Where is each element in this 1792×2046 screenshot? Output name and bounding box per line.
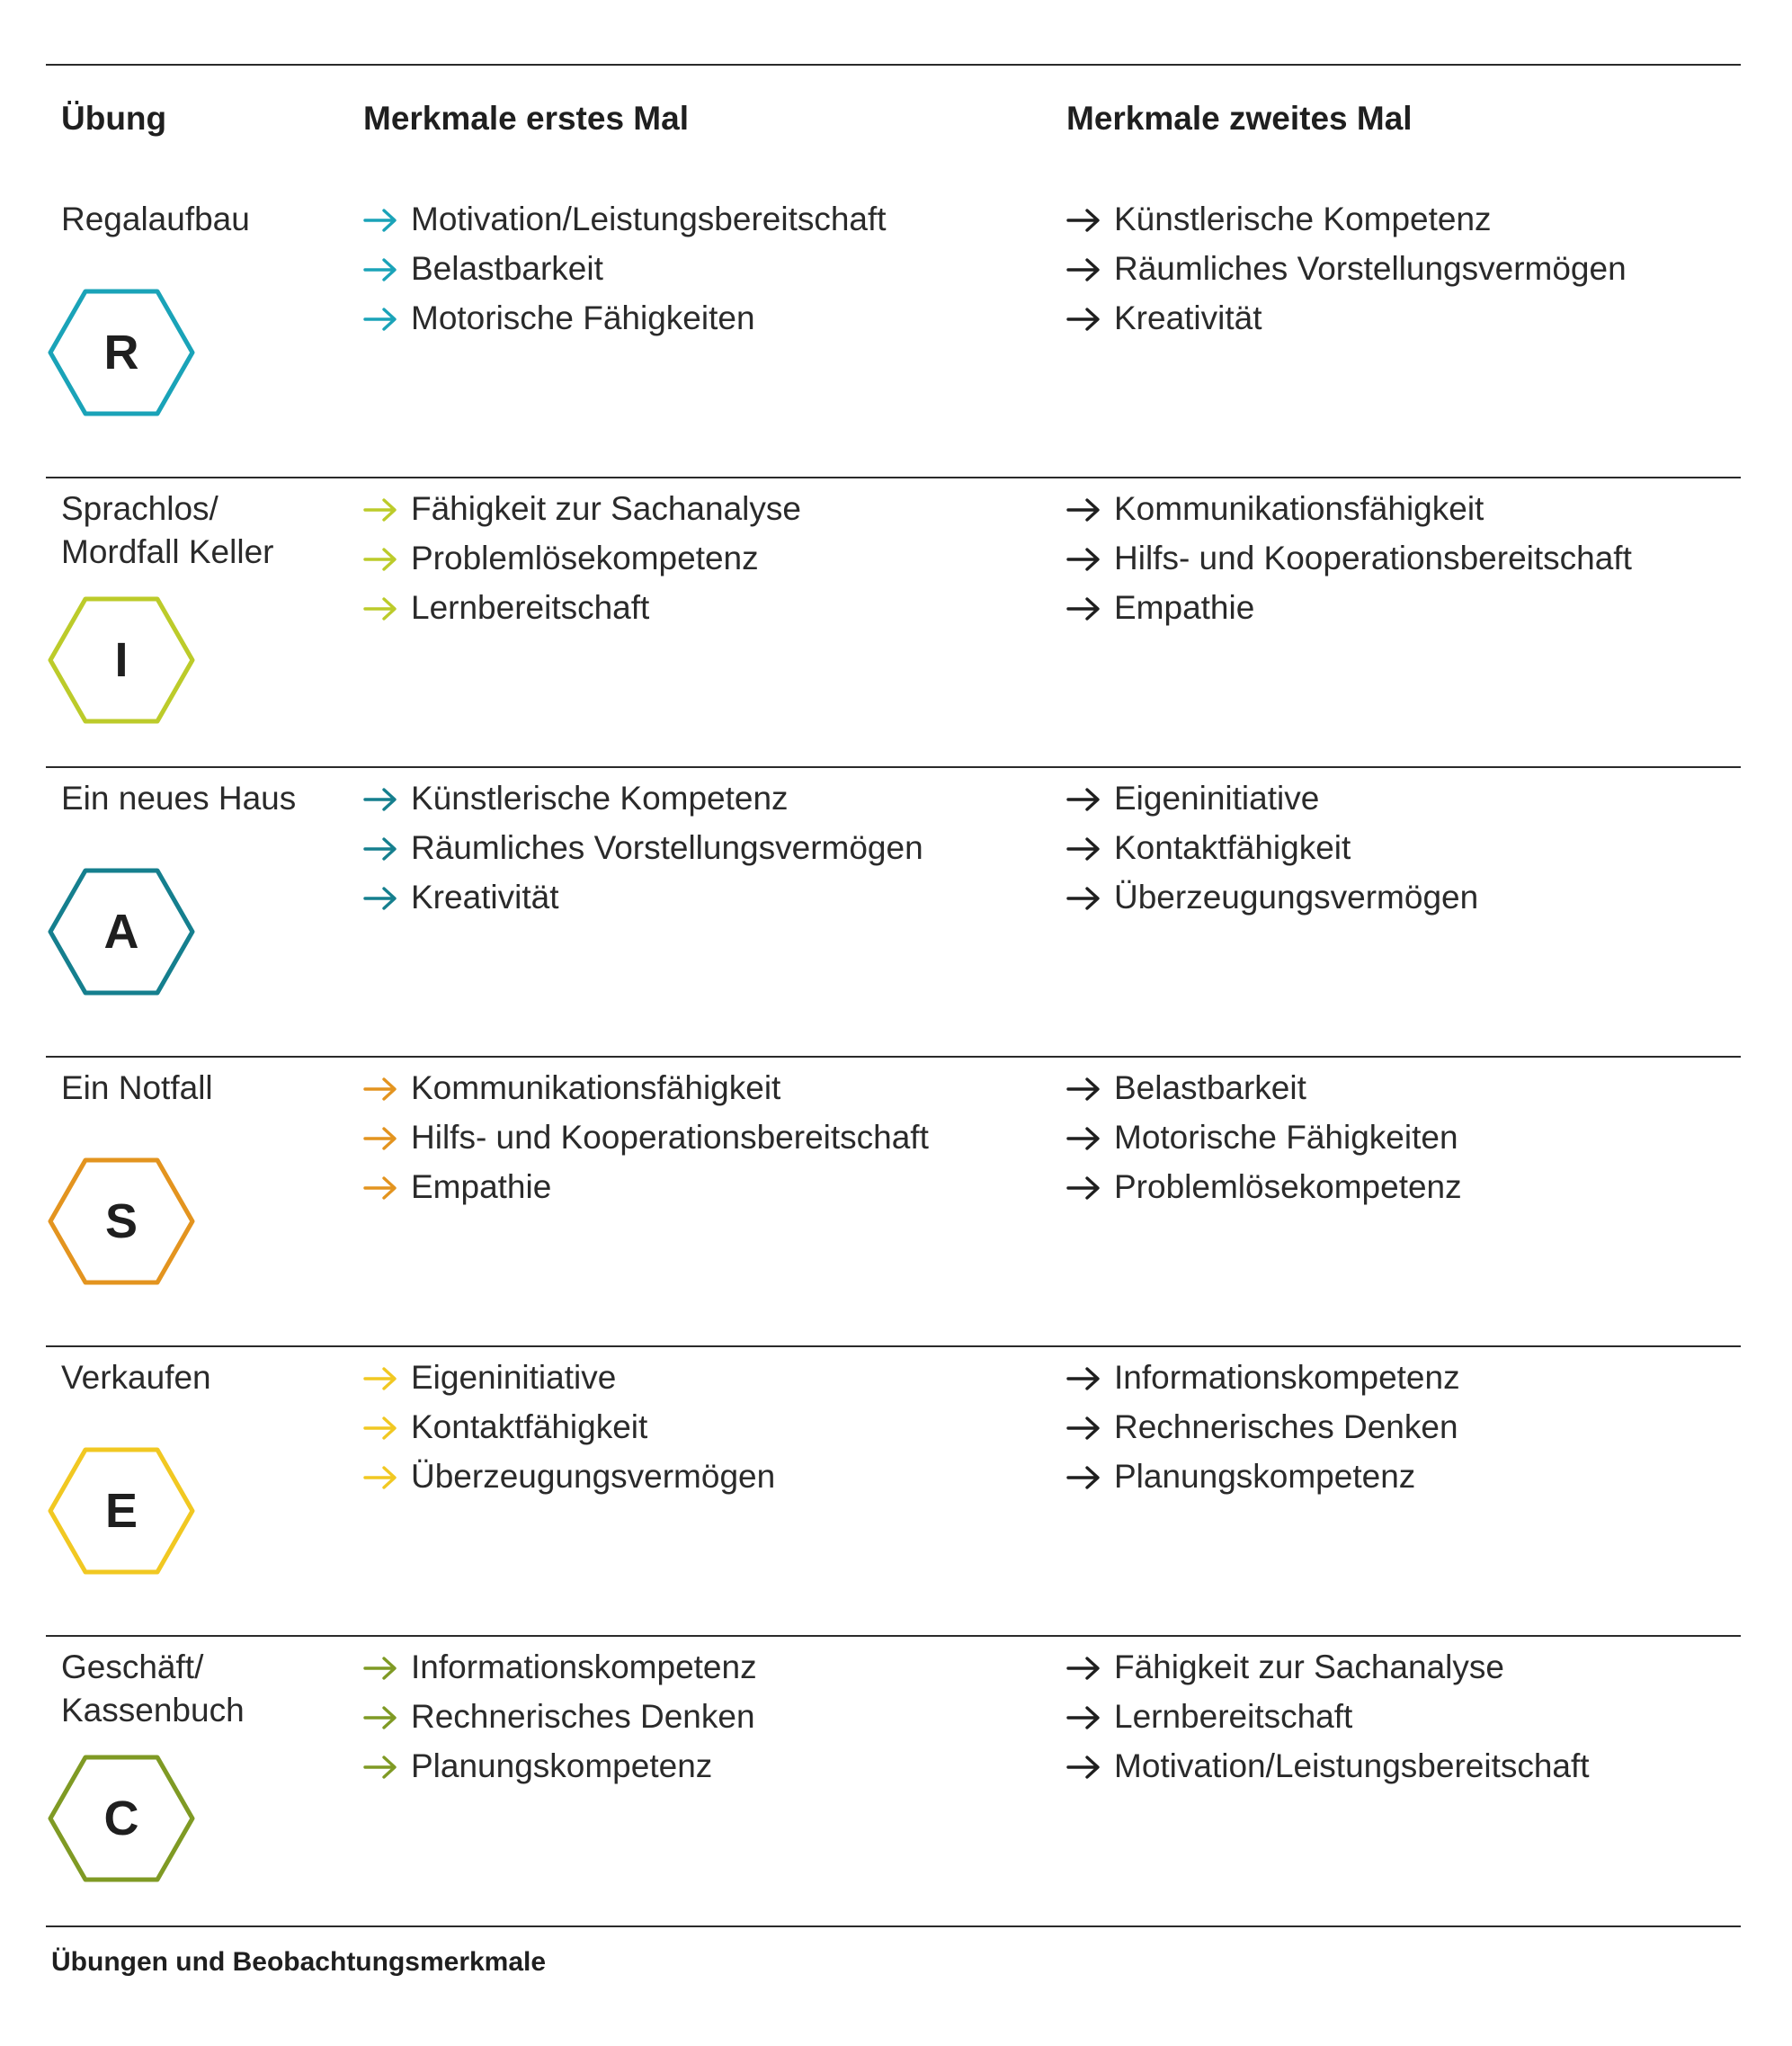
- arrow-right-icon: [1066, 548, 1101, 571]
- arrow-right-icon: [363, 837, 397, 861]
- trait-label: Räumliches Vorstellungsvermögen: [1114, 250, 1627, 287]
- arrow-right-icon: [1066, 597, 1101, 621]
- exercise-badge: [47, 867, 196, 996]
- trait-item: [363, 1455, 775, 1505]
- second-time-traits: [1066, 198, 1627, 346]
- trait-item: [1066, 1356, 1460, 1406]
- trait-label: Überzeugungsvermögen: [411, 1458, 776, 1495]
- arrow-right-icon: [363, 1077, 397, 1101]
- exercise-name: [61, 1067, 349, 1110]
- exercise-name-line: Verkaufen: [61, 1359, 211, 1396]
- arrow-right-icon: [363, 788, 397, 811]
- table-row: [0, 1637, 1792, 1925]
- trait-label: Kontaktfähigkeit: [1114, 829, 1351, 866]
- trait-label: Künstlerische Kompetenz: [1114, 201, 1492, 237]
- arrow-right-icon: [1066, 788, 1101, 811]
- table-caption: Übungen und Beobachtungsmerkmale: [51, 1947, 547, 1977]
- exercise-name: [61, 198, 349, 241]
- trait-item: [1066, 1745, 1590, 1794]
- trait-item: [1066, 876, 1478, 925]
- trait-item: [363, 1745, 757, 1794]
- trait-label: Empathie: [1114, 589, 1255, 626]
- first-time-traits: [363, 1646, 757, 1794]
- second-time-traits: [1066, 1356, 1460, 1505]
- trait-label: Künstlerische Kompetenz: [411, 780, 789, 817]
- trait-label: Kommunikationsfähigkeit: [1114, 490, 1484, 527]
- arrow-right-icon: [1066, 1127, 1101, 1150]
- exercise-badge: [47, 595, 196, 725]
- trait-item: [1066, 1695, 1590, 1745]
- trait-label: Kreativität: [411, 879, 559, 916]
- trait-item: [1066, 777, 1478, 826]
- trait-label: Motorische Fähigkeiten: [1114, 1119, 1458, 1156]
- table-row: [0, 1058, 1792, 1345]
- arrow-right-icon: [1066, 1466, 1101, 1489]
- trait-item: [1066, 1116, 1462, 1166]
- trait-item: [363, 1067, 929, 1116]
- trait-item: [1066, 1166, 1462, 1215]
- trait-label: Lernbereitschaft: [1114, 1698, 1353, 1735]
- exercise-badge: [47, 288, 196, 417]
- trait-item: [1066, 297, 1627, 346]
- trait-item: [1066, 198, 1627, 247]
- trait-label: Kreativität: [1114, 299, 1262, 336]
- header-first-time: Merkmale erstes Mal: [363, 100, 689, 137]
- trait-item: [1066, 537, 1632, 586]
- trait-item: [1066, 487, 1632, 537]
- arrow-right-icon: [363, 1367, 397, 1390]
- arrow-right-icon: [363, 1706, 397, 1729]
- trait-label: Informationskompetenz: [1114, 1359, 1460, 1396]
- first-time-traits: [363, 1067, 929, 1215]
- exercise-name: [61, 1646, 349, 1732]
- arrow-right-icon: [363, 1466, 397, 1489]
- exercise-name-line: Ein Notfall: [61, 1069, 213, 1106]
- trait-item: [363, 1356, 775, 1406]
- exercise-badge: [47, 1754, 196, 1883]
- trait-label: Planungskompetenz: [1114, 1458, 1416, 1495]
- trait-label: Rechnerisches Denken: [1114, 1408, 1458, 1445]
- first-time-traits: [363, 777, 923, 925]
- exercise-name-line: Regalaufbau: [61, 201, 250, 237]
- trait-item: [363, 297, 887, 346]
- trait-label: Räumliches Vorstellungsvermögen: [411, 829, 923, 866]
- trait-item: [363, 1646, 757, 1695]
- trait-item: [1066, 1406, 1460, 1455]
- trait-label: Problemlösekompetenz: [1114, 1168, 1462, 1205]
- exercise-letter: E: [104, 1484, 138, 1538]
- trait-label: Eigeninitiative: [1114, 780, 1320, 817]
- trait-item: [1066, 826, 1478, 876]
- trait-item: [1066, 586, 1632, 636]
- arrow-right-icon: [1066, 1756, 1101, 1779]
- exercise-name-line: Mordfall Keller: [61, 533, 274, 570]
- arrow-right-icon: [1066, 209, 1101, 232]
- trait-label: Belastbarkeit: [1114, 1069, 1306, 1106]
- arrow-right-icon: [1066, 1706, 1101, 1729]
- first-time-traits: [363, 198, 887, 346]
- trait-label: Rechnerisches Denken: [411, 1698, 755, 1735]
- arrow-right-icon: [1066, 498, 1101, 522]
- trait-item: [363, 826, 923, 876]
- arrow-right-icon: [1066, 1077, 1101, 1101]
- arrow-right-icon: [1066, 1176, 1101, 1200]
- second-time-traits: [1066, 1646, 1590, 1794]
- exercise-letter: A: [103, 905, 139, 959]
- arrow-right-icon: [363, 209, 397, 232]
- arrow-right-icon: [363, 258, 397, 281]
- trait-label: Kontaktfähigkeit: [411, 1408, 648, 1445]
- second-time-traits: [1066, 777, 1478, 925]
- arrow-right-icon: [363, 887, 397, 910]
- table-row: [0, 478, 1792, 766]
- trait-label: Kommunikationsfähigkeit: [411, 1069, 781, 1106]
- trait-label: Hilfs- und Kooperationsbereitschaft: [411, 1119, 929, 1156]
- trait-item: [363, 1695, 757, 1745]
- exercise-name: [61, 1356, 349, 1399]
- exercise-letter: C: [103, 1791, 139, 1845]
- exercise-name: [61, 777, 349, 820]
- trait-item: [363, 537, 801, 586]
- trait-item: [363, 1406, 775, 1455]
- arrow-right-icon: [1066, 1657, 1101, 1680]
- exercise-letter: I: [114, 633, 129, 687]
- second-time-traits: [1066, 487, 1632, 636]
- exercise-name-line: Sprachlos/: [61, 490, 218, 527]
- trait-item: [363, 487, 801, 537]
- trait-label: Motivation/Leistungsbereitschaft: [411, 201, 887, 237]
- arrow-right-icon: [363, 1416, 397, 1440]
- arrow-right-icon: [363, 308, 397, 331]
- exercise-name-line: Geschäft/: [61, 1648, 204, 1685]
- exercise-name-line: Ein neues Haus: [61, 780, 297, 817]
- arrow-right-icon: [1066, 887, 1101, 910]
- arrow-right-icon: [1066, 1416, 1101, 1440]
- trait-item: [363, 1166, 929, 1215]
- arrow-right-icon: [363, 1127, 397, 1150]
- table-row: [0, 768, 1792, 1056]
- table-row: [0, 1347, 1792, 1635]
- trait-label: Problemlösekompetenz: [411, 540, 759, 576]
- first-time-traits: [363, 1356, 775, 1505]
- trait-item: [363, 1116, 929, 1166]
- arrow-right-icon: [363, 1657, 397, 1680]
- trait-item: [363, 876, 923, 925]
- arrow-right-icon: [1066, 258, 1101, 281]
- exercise-badge: [47, 1157, 196, 1286]
- arrow-right-icon: [1066, 1367, 1101, 1390]
- trait-label: Planungskompetenz: [411, 1747, 713, 1784]
- trait-label: Überzeugungsvermögen: [1114, 879, 1479, 916]
- trait-label: Fähigkeit zur Sachanalyse: [411, 490, 801, 527]
- exercise-name-line: Kassenbuch: [61, 1692, 245, 1729]
- trait-item: [1066, 1646, 1590, 1695]
- exercise-badge: [47, 1446, 196, 1576]
- arrow-right-icon: [1066, 837, 1101, 861]
- arrow-right-icon: [363, 548, 397, 571]
- trait-label: Eigeninitiative: [411, 1359, 617, 1396]
- table-row: [0, 189, 1792, 477]
- trait-label: Motivation/Leistungsbereitschaft: [1114, 1747, 1590, 1784]
- trait-label: Hilfs- und Kooperationsbereitschaft: [1114, 540, 1632, 576]
- trait-label: Motorische Fähigkeiten: [411, 299, 755, 336]
- trait-label: Lernbereitschaft: [411, 589, 650, 626]
- second-time-traits: [1066, 1067, 1462, 1215]
- arrow-right-icon: [1066, 308, 1101, 331]
- arrow-right-icon: [363, 1176, 397, 1200]
- trait-label: Fähigkeit zur Sachanalyse: [1114, 1648, 1504, 1685]
- exercise-letter: S: [104, 1194, 138, 1248]
- exercise-letter: R: [103, 326, 139, 380]
- trait-label: Informationskompetenz: [411, 1648, 757, 1685]
- trait-item: [363, 586, 801, 636]
- trait-item: [1066, 1067, 1462, 1116]
- table-top-rule: [46, 64, 1741, 66]
- table-bottom-rule: [46, 1925, 1741, 1927]
- arrow-right-icon: [363, 1756, 397, 1779]
- header-exercise: Übung: [61, 100, 167, 137]
- trait-item: [363, 247, 887, 297]
- header-second-time: Merkmale zweites Mal: [1066, 100, 1413, 137]
- trait-item: [363, 777, 923, 826]
- trait-item: [1066, 247, 1627, 297]
- trait-label: Belastbarkeit: [411, 250, 603, 287]
- arrow-right-icon: [363, 498, 397, 522]
- exercise-name: [61, 487, 349, 574]
- trait-item: [363, 198, 887, 247]
- first-time-traits: [363, 487, 801, 636]
- trait-label: Empathie: [411, 1168, 552, 1205]
- arrow-right-icon: [363, 597, 397, 621]
- trait-item: [1066, 1455, 1460, 1505]
